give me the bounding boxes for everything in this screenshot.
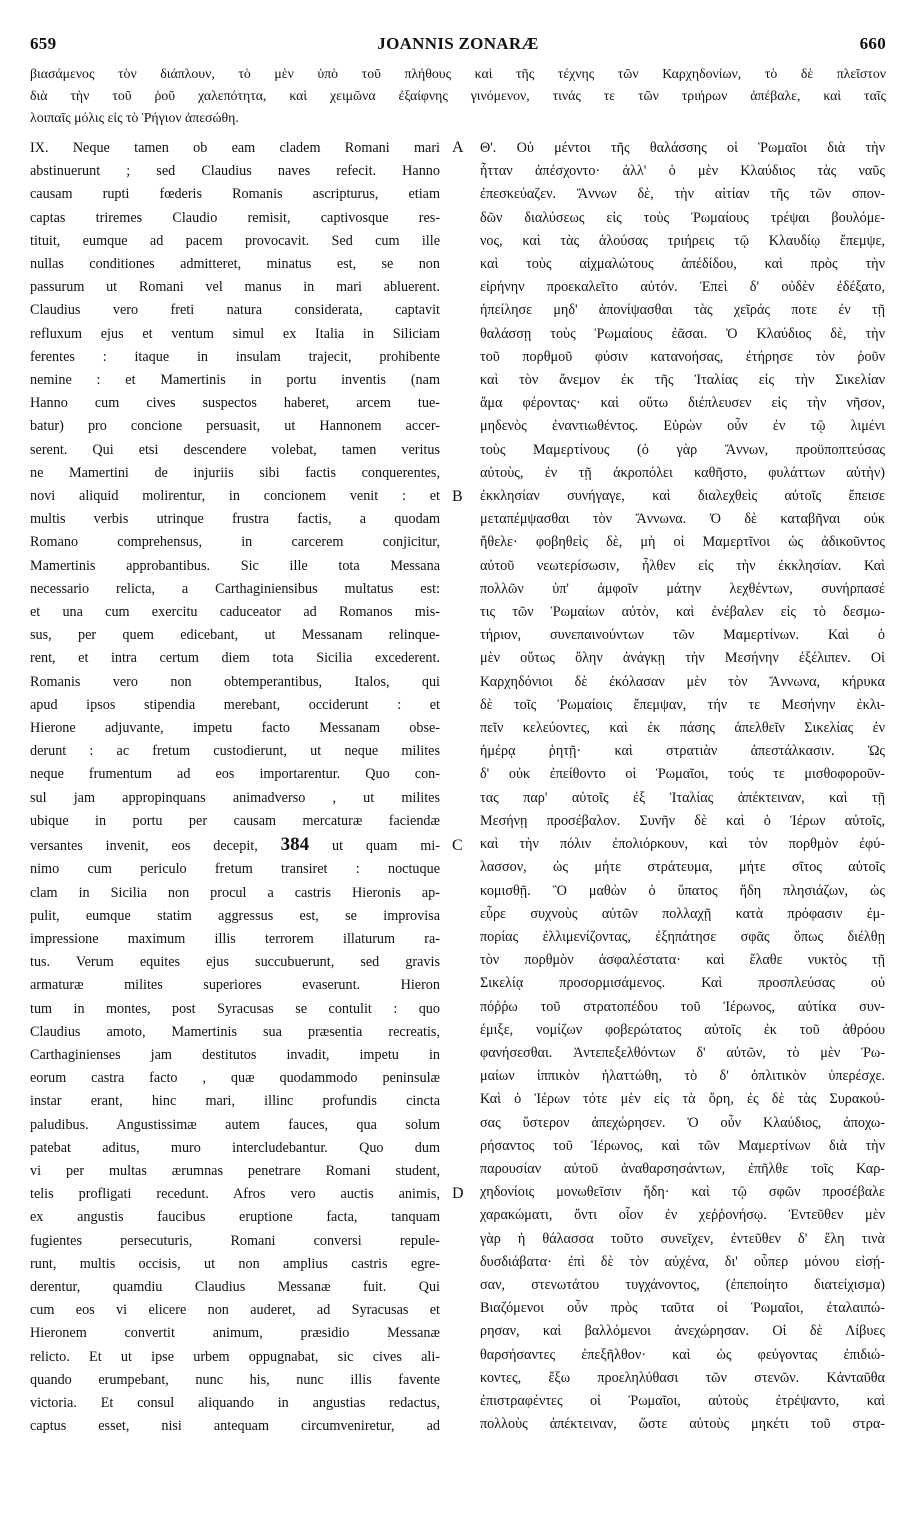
greek-text-line: Βιαζόμενοι οὖν πρὸς ταῦτα οἱ Ῥωμαῖοι, ἐταλαιπώ- xyxy=(480,1300,885,1317)
latin-text-line: derunt : ac fretum custodierunt, ut neque milites xyxy=(30,743,440,760)
greek-text-line: τήριον, συνεπαινούντων τῶν Μαμερτίνων. Καὶ ὁ xyxy=(480,627,885,644)
latin-text-line: batur) pro concione persuasit, ut Hannonem accer- xyxy=(30,418,440,435)
latin-text-line: patebat aditus, muro intercludebantur. Quo dum xyxy=(30,1139,440,1156)
greek-text-line: δῶν διαλύσεως εἰς τοὺς Ῥωμαίους τρέψαι βουλόμε- xyxy=(480,209,885,226)
greek-text-line: κοντες, ἔξω προεληλύθασι τῶν στενῶν. Κἀνταῦθα xyxy=(480,1369,885,1386)
latin-text-line: tum in montes, post Syracusas se contulit : quo xyxy=(30,1000,440,1017)
section-marker-b: B xyxy=(452,488,463,505)
greek-text-line: ἧτταν ἀπέσχοντο· ἀλλ' ὁ μὲν Κλαύδιος τὰς ναῦς xyxy=(480,163,885,180)
latin-text-line: IX. Neque tamen ob eam cladem Romani mari xyxy=(30,140,440,156)
latin-text-line: serent. Qui etsi descendere volebat, tamen veritus xyxy=(30,441,440,458)
latin-text-line: multis verbis utrinque frustra factis, a quodam xyxy=(30,511,440,528)
latin-text-line: pulit, eumque statim aggressus est, se improvisa xyxy=(30,907,440,924)
greek-text-line: χαρακώματι, ὄντι οἷον ἐν χεῤῥονήσῳ. Ἐντεῦθεν μὲν xyxy=(480,1207,885,1224)
latin-text-line: et una cum exercitu caduceator ad Romanos mis- xyxy=(30,604,440,621)
greek-text-line: κομισθῇ. Ὃ μαθὼν ὁ ὕπατος ἤδη πλησιάζων, ὡς xyxy=(480,882,885,899)
greek-text-line: χηδονίοις μονωθεῖσιν ἤδη· καὶ τῷ σφῶν προσέβαλε xyxy=(480,1184,885,1201)
latin-text-line: cum eos vi elicere non auderet, ad Syracusas et xyxy=(30,1302,440,1319)
latin-text-line: passurum ut Romani vel manus in mari abluerent. xyxy=(30,279,440,296)
greek-text-line: δ' οὐκ ἐπείθοντο οἱ Ῥωμαῖοι, τούς τε μισθοφοροῦν- xyxy=(480,766,885,783)
greek-text-line: γὰρ ἡ θάλασσα τοῦτο συνεῖχεν, ἐντεῦθεν δ' ἕλη τινὰ xyxy=(480,1230,885,1247)
greek-text-line: τοῦ πορθμοῦ φύσιν κατανοήσας, ἐτήρησε τὸν ῥοῦν xyxy=(480,348,885,365)
greek-text-line: ἠπείλησε μηδ' ἀπονίψασθαι τὰς χεῖράς ποτε ἐν τῇ xyxy=(480,302,885,319)
latin-text-line: ferentes : itaque in insulam trajecit, prohibente xyxy=(30,348,440,365)
greek-text-line: καὶ τὸν ἄνεμον ἐκ τῆς Ἰταλίας εἰς τὴν Σικελίαν xyxy=(480,372,885,389)
latin-text-line: ne Mamertini de injuriis sibi factis conquerentes, xyxy=(30,464,440,481)
greek-text-line: πορίας ἐλλιμενίζοντας, ἐξηπάτησε σφᾶς ὅπως διέλθῃ xyxy=(480,928,885,945)
latin-text-line: Hanno cum cives suspectos haberet, arcem tue- xyxy=(30,395,440,412)
greek-text-line: ἅμα φέροντας· καὶ οὕτω διέπλευσεν εἰς τὴν νῆσον, xyxy=(480,395,885,412)
greek-text-line: λασσον, ὡς μήτε στράτευμα, μήτε σῖτος αὐτοῖς xyxy=(480,859,885,876)
greek-text-line: μεταπέμψασθαι τὸν Ἄννωνα. Ὁ δὲ καταβῆναι οὐκ xyxy=(480,511,885,528)
latin-text-line: impressione maximum illis terrorem illaturum ra- xyxy=(30,930,440,947)
section-marker-a: A xyxy=(452,139,464,156)
greek-text-line: πεῖν κελεύοντες, καὶ ἐκ πάσης ἀπελθεῖν Σικελίας ἐν xyxy=(480,720,885,737)
latin-text-line: rent, et intra certum diem tota Sicilia excederent. xyxy=(30,650,440,667)
right-page-number: 660 xyxy=(859,34,886,53)
greek-text-line: τας παρ' αὐτοῖς ἐξ Ἰταλίας ἀπέκτειναν, καὶ τῇ xyxy=(480,789,885,806)
latin-text-line: tus. Verum equites ejus succubuerunt, sed gravis xyxy=(30,954,440,971)
latin-text-line: ex angustis faucibus eruptione facta, tanquam xyxy=(30,1209,440,1226)
greek-text-line: ἐκκλησίαν συνήγαγε, καὶ διαλεχθεὶς αὐτοῖς ἔπεισε xyxy=(480,488,885,505)
greek-column xyxy=(480,137,885,1436)
latin-text-line: clam in Sicilia non procul a castris Hieronis ap- xyxy=(30,884,440,901)
greek-top-line: βιασάμενος τὸν διάπλουν, τὸ μὲν ὑπὸ τοῦ πλήθους καὶ τῆς τέχνης τῶν Καρχηδονίων, τὸ δὲ πλεῖστον xyxy=(30,66,886,81)
latin-text-line: Claudius vero freti natura considerata, captavit xyxy=(30,302,440,319)
greek-text-line: ρήσαντος τοῦ Ἱέρωνος, καὶ τῶν Μαμερτίνων διὰ τὴν xyxy=(480,1137,885,1154)
latin-text-line: nimo cum periculo fretum transiret : noctuque xyxy=(30,861,440,878)
greek-text-line: δὲ τοῖς Ῥωμαίοις ἔπεμψαν, τήν τε Μεσήνην ἐκλι- xyxy=(480,696,885,713)
greek-text-line: Σικελίᾳ προσορμισάμενος. Καὶ προσπλεύσας οὐ xyxy=(480,975,885,992)
greek-text-line: πολλοὺς ἀπέκτειναν, ὥστε αὐτοὺς μηκέτι τοῦ στρα- xyxy=(480,1416,885,1433)
folio-number: 384 xyxy=(280,834,310,856)
latin-text-line: tituit, eumque ad pacem provocavit. Sed cum ille xyxy=(30,232,440,249)
greek-text-line: τις τῶν Ῥωμαίων αὐτὸν, καὶ ἐνέβαλεν εἰς τὸ δεσμω- xyxy=(480,604,885,621)
greek-text-line: αὐτοὺς, ἐν τῇ ἀκροπόλει καθῆστο, φυλάττων αὐτὴν) xyxy=(480,464,885,481)
greek-text-line: αὐτοῦ νεωτερίσωσιν, ἦλθεν εἰς τὴν ἐκκλησίαν. Καὶ xyxy=(480,557,885,574)
running-title: JOANNIS ZONARÆ xyxy=(377,34,539,53)
latin-text-line: runt, multis occisis, ut non amplius castris egre- xyxy=(30,1255,440,1272)
greek-text-line: θαλάσσῃ τοὺς Ῥωμαίους ἐᾶσαι. Ὁ Κλαύδιος δὲ, τὴν xyxy=(480,325,885,342)
greek-text-line: μὲν οὕτως ὅλην ἀνάγκῃ τὴν Μεσήνην ἐξέλιπεν. Οἱ xyxy=(480,650,885,667)
latin-text-line: vi per multas ærumnas penetrare Romani student, xyxy=(30,1162,440,1179)
latin-text-line: relicto. Et ut ipse urbem oppugnabat, sic cives ali- xyxy=(30,1348,440,1365)
greek-text-line: πόῤῥω τοῦ στρατοπέδου τοῦ Ἱέρωνος, αὐτίκα συν- xyxy=(480,998,885,1015)
latin-text-line: Romano comprehensus, in carcerem conjicitur, xyxy=(30,534,440,551)
greek-text-line: μαίων ἱππικὸν ἡλαττώθη, τὸ δ' ὁπλιτικὸν ὑπερέσχε. xyxy=(480,1068,885,1085)
latin-text-line: nemine : et Mamertinis in portu inventis (nam xyxy=(30,372,440,389)
latin-text-line: nullas conditiones admitteret, minatus est, se non xyxy=(30,256,440,273)
greek-text-line: φανήσεσθαι. Ἀντεπεξελθόντων δ' αὐτῶν, τὸ μὲν Ῥω- xyxy=(480,1044,885,1061)
latin-text-line: apud ipsos stipendia merebant, occiderunt : et xyxy=(30,696,440,713)
latin-text-line: sus, per quem edicebant, ut Messanam relinque- xyxy=(30,627,440,644)
latin-text-line: instar erant, hinc mari, illinc profundis cincta xyxy=(30,1093,440,1110)
greek-text-line: νος, καὶ τὰς ἁλούσας τριήρεις τῷ Κλαυδίῳ ἔπεμψε, xyxy=(480,232,885,249)
greek-text-line: εὗρε συχνοὺς αὐτῶν πολλαχῇ κατὰ πρόφασιν ἐμ- xyxy=(480,905,885,922)
latin-text-line: versantes invenit, eos decepit, 384 ut quam mi- xyxy=(30,834,440,856)
greek-text-line: πολλῶν ὑπ' ἀμφοῖν μάτην λεχθέντων, συνήρπασέ xyxy=(480,580,885,597)
latin-text-line: Hierone adjuvante, impetu facto Messanam obse- xyxy=(30,720,440,737)
latin-text-line: captas triremes Claudio remisit, captivosque res- xyxy=(30,209,440,226)
section-marker-d: D xyxy=(452,1185,464,1202)
latin-text-line: Romanis vero non obtemperantibus, Italos, qui xyxy=(30,673,440,690)
latin-text-line: fugientes persecuturis, Romani conversi repule- xyxy=(30,1232,440,1249)
running-header xyxy=(30,34,886,58)
latin-text-line: novi aliquid molirentur, in concionem venit : et xyxy=(30,488,440,505)
latin-text-line: paludibus. Angustissimæ autem fauces, qua solum xyxy=(30,1116,440,1133)
greek-text-line: σαν, στενωτάτου τυγχάνοντος, (ἐπεποίητο διατείχισμα) xyxy=(480,1276,885,1293)
latin-text-line: Carthaginienses jam destitutos invadit, impetu in xyxy=(30,1046,440,1063)
latin-text-line: telis profligati recedunt. Afros vero auctis animis, xyxy=(30,1186,440,1203)
greek-text-line: έμιξε, νομίζων φοβερώτατος αὐτοῖς ἐκ τοῦ ἀθρόου xyxy=(480,1021,885,1038)
latin-text-line: Claudius amoto, Mamertinis sua præsentia recreatis, xyxy=(30,1023,440,1040)
latin-text-line: eorum castra facto , quæ quodammodo peninsulæ xyxy=(30,1070,440,1087)
latin-text-line: Hieronem convertit animum, præsidio Messanæ xyxy=(30,1325,440,1342)
latin-text-line: victoria. Et consul aliquando in angustias redactus, xyxy=(30,1394,440,1411)
greek-text-line: μηδενὸς ἐναντιωθέντος. Εὑρὼν οὖν ἐν τῷ λιμένι xyxy=(480,418,885,435)
greek-text-line: θαρσήσαντες ἐπεξῆλθον· καὶ ὡς φεύγοντας ἐπιδιώ- xyxy=(480,1346,885,1363)
latin-text-line: captus esset, nisi antequam circumveniretur, ad xyxy=(30,1418,440,1435)
greek-text-line: σας ὕστερον ἀπεχώρησεν. Ὁ οὖν Κλαύδιος, ἀποχω- xyxy=(480,1114,885,1131)
greek-text-line: Μεσήνῃ προσέβαλον. Συνῆν δὲ καὶ ὁ Ἱέρων αὐτοῖς, xyxy=(480,812,885,829)
latin-text-line: quando erumpebant, nunc his, nunc illis favente xyxy=(30,1371,440,1388)
greek-text-line: καὶ τοὺς αἰχμαλώτους ἀπέδίδου, καὶ πρὸς τὴν xyxy=(480,256,885,273)
greek-text-line: Θ'. Οὐ μέντοι τῆς θαλάσσης οἱ Ῥωμαῖοι διὰ τὴν xyxy=(480,140,885,156)
latin-text-line: causam rupti fœderis Romanis ascripturus, etiam xyxy=(30,186,440,203)
greek-top-line: λοιπαῖς μόλις εἰς τὸ Ῥήγιον ἀπεσώθη. xyxy=(30,110,239,125)
latin-text-line: refluxum ejus et ventum simul ex Italia in Siliciam xyxy=(30,325,440,342)
section-marker-c: C xyxy=(452,837,463,854)
greek-text-line: ἡμέρᾳ ῥητῇ· καὶ στρατιὰν ἀπεστάλκασιν. Ὡς xyxy=(480,743,885,760)
latin-text-line: Mamertinis approbantibus. Sic ille tota Messana xyxy=(30,557,440,574)
greek-text-line: ρησαν, καὶ βαλλόμενοι ἀνεχώρησαν. Οἱ δὲ Λίβυες xyxy=(480,1323,885,1340)
latin-text-line: neque frumentum ad eos importarentur. Quo con- xyxy=(30,766,440,783)
greek-text-line: τὸν πορθμὸν ἀσφαλέστατα· καὶ ἔλαθε νυκτὸς τῇ xyxy=(480,952,885,969)
latin-text-line: ubique in portu per causam mercaturæ faciendæ xyxy=(30,812,440,829)
greek-text-line: ἤθελε· φοβηθεὶς δὲ, μὴ οἱ Μαμερτῖνοι ὡς ἀδικοῦντος xyxy=(480,534,885,551)
greek-text-line: παρουσίαν αὐτοῦ ἀναθαρσησάντων, ἐπῆλθε τοῖς Καρ- xyxy=(480,1160,885,1177)
latin-text-line: abstinuerunt ; sed Claudius naves refecit. Hanno xyxy=(30,163,440,180)
greek-text-line: δυσδιάβατα· ἐπὶ δὲ τὸν αὐχένα, δι' οὗπερ μόνου εἰσῄ- xyxy=(480,1253,885,1270)
latin-text-line: armaturæ milites superiores evaserunt. Hieron xyxy=(30,977,440,994)
greek-top-line: διὰ τὴν τοῦ ῥοῦ χαλεπότητα, καὶ χειμῶνα ἐξαίφνης γινόμενον, τινάς τε τῶν τριήρων ἀπέβαλε, καὶ ταῖς xyxy=(30,88,886,103)
left-page-number: 659 xyxy=(30,34,57,53)
greek-text-line: ἐπιστραφέντες οἱ Ῥωμαῖοι, αὐτοὺς ἐτρέψαντο, καὶ xyxy=(480,1392,885,1409)
latin-text-line: derentur, quamdiu Claudius Messanæ fuit. Qui xyxy=(30,1278,440,1295)
greek-text-line: Καὶ ὁ Ἱέρων τότε μὲν εἰς τὰ ὄρη, ἐς δὲ τὰς Συρακού- xyxy=(480,1091,885,1108)
greek-text-line: εἰρήνην προεκαλεῖτο αὐτόν. Ἐπεὶ δ' οὐδὲν ἐδέξατο, xyxy=(480,279,885,296)
latin-column xyxy=(30,137,440,1438)
greek-text-line: καὶ τὴν πόλιν ἐπολιόρκουν, καὶ τὸν πορθμὸν ἐφύ- xyxy=(480,836,885,853)
latin-text-line: necessario relicta, a Carthaginiensibus multatus est: xyxy=(30,580,440,597)
greek-text-line: Καρχηδόνιοι δὲ ἐκόλασαν μὲν τὸν Ἄννωνα, κήρυκα xyxy=(480,673,885,690)
latin-text-line: sul jam appropinquans animadverso , ut milites xyxy=(30,789,440,806)
greek-full-width-paragraph xyxy=(30,63,886,129)
greek-text-line: τοὺς Μαμερτίνους (ὁ γὰρ Ἄννων, προϋποπτεύσας xyxy=(480,441,885,458)
greek-text-line: ἐπεσκεύαζεν. Ἄννων δὲ, τὴν αἰτίαν τῆς τῶν σπον- xyxy=(480,186,885,203)
